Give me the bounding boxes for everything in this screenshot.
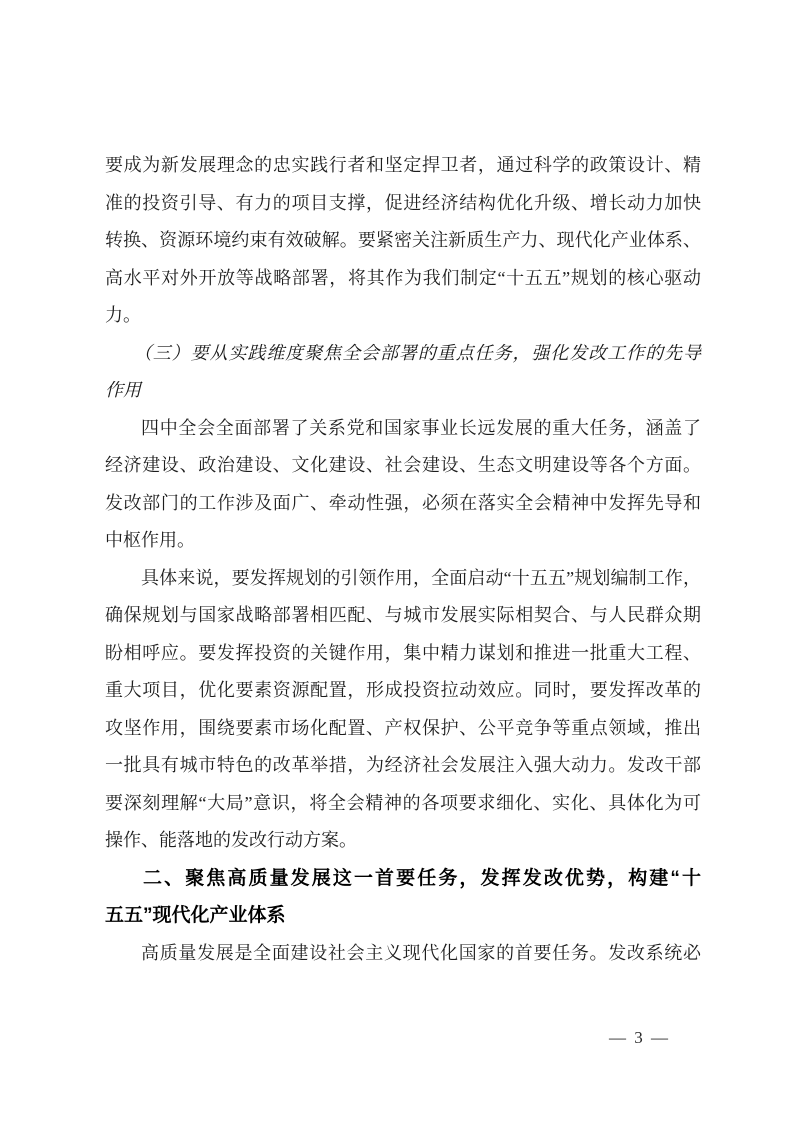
text-line: 高水平对外开放等战略部署，将其作为我们制定“十五五”规划的核心驱动 xyxy=(105,267,701,288)
text-line: 准的投资引导、有力的项目支撑，促进经济结构优化升级、增长动力加快 xyxy=(105,192,701,213)
paragraph xyxy=(105,935,701,973)
text-line: 二、聚焦高质量发展这一首要任务，发挥发改优势，构建“十 xyxy=(143,867,701,889)
text-line: （三）要从实践维度聚焦全会部署的重点任务，强化发改工作的先导 xyxy=(133,342,701,363)
text-line: 四中全会全面部署了关系党和国家事业长远发展的重大任务，涵盖了 xyxy=(141,417,701,438)
text-line: 一批具有城市特色的改革举措，为经济社会发展注入强大动力。发改干部 xyxy=(105,755,701,775)
bold-heading xyxy=(105,860,701,935)
text-line: 确保规划与国家战略部署相匹配、与城市发展实际相契合、与人民群众期 xyxy=(105,605,701,625)
text-line: 操作、能落地的发改行动方案。 xyxy=(105,830,357,850)
paragraph xyxy=(105,410,701,560)
text-line: 力。 xyxy=(105,305,141,325)
text-line: 重大项目，优化要素资源配置，形成投资拉动效应。同时，要发挥改革的 xyxy=(105,680,701,700)
text-line: 中枢作用。 xyxy=(105,530,195,550)
paragraph xyxy=(105,147,701,335)
paragraph xyxy=(105,560,701,860)
text-line: 五五”现代化产业体系 xyxy=(105,905,286,926)
text-line: 攻坚作用，围绕要素市场化配置、产权保护、公平竞争等重点领域，推出 xyxy=(105,717,701,738)
text-line: 发改部门的工作涉及面广、牵动性强，必须在落实全会精神中发挥先导和 xyxy=(105,492,701,513)
text-line: 盼相呼应。要发挥投资的关键作用，集中精力谋划和推进一批重大工程、 xyxy=(105,642,701,663)
page-number: — 3 — xyxy=(609,1028,670,1047)
text-line: 经济建设、政治建设、文化建设、社会建设、生态文明建设等各个方面。 xyxy=(105,455,701,475)
text-line: 转换、资源环境约束有效破解。要紧密关注新质生产力、现代化产业体系、 xyxy=(105,230,701,250)
text-line: 高质量发展是全面建设社会主义现代化国家的首要任务。发改系统必 xyxy=(141,942,701,963)
text-line: 作用 xyxy=(105,380,141,400)
kaiti-heading xyxy=(105,335,701,410)
text-line: 要成为新发展理念的忠实践行者和坚定捍卫者，通过科学的政策设计、精 xyxy=(105,155,701,175)
text-line: 要深刻理解“大局”意识，将全会精神的各项要求细化、实化、具体化为可 xyxy=(105,792,701,813)
text-block xyxy=(105,147,701,972)
text-line: 具体来说，要发挥规划的引领作用，全面启动“十五五”规划编制工作， xyxy=(141,567,701,588)
